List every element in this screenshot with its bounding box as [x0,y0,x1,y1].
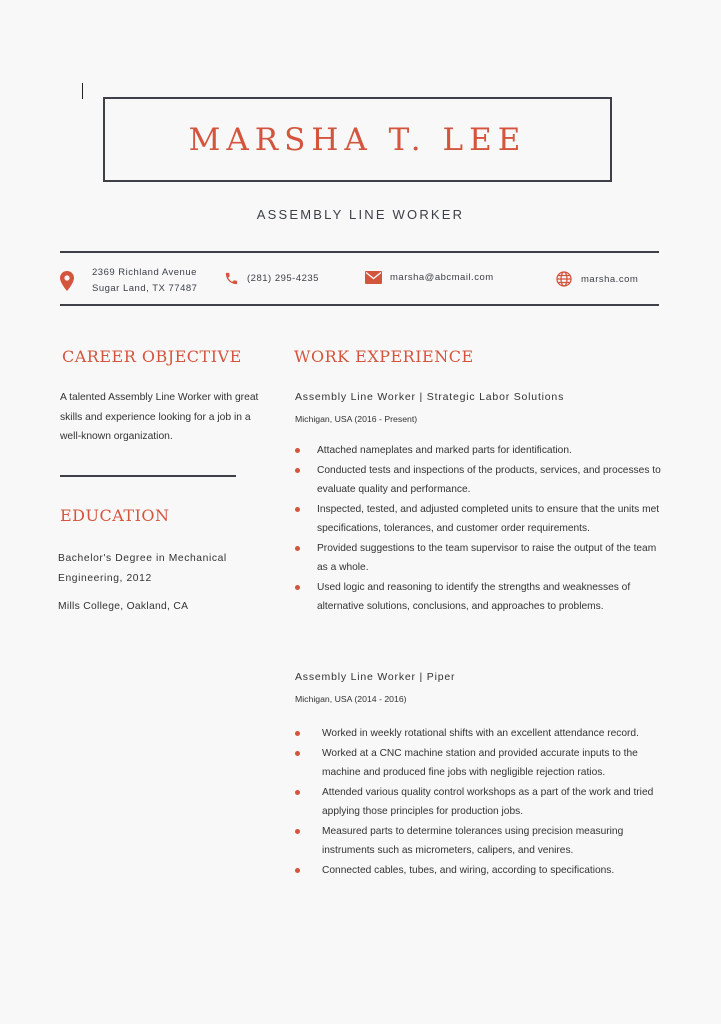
contact-email [365,271,494,284]
list-item: Conducted tests and inspections of the products, services, and processes to evaluate quality and performance. [295,461,667,500]
list-item: Connected cables, tubes, and wiring, according to specifications. [295,861,670,881]
website-link[interactable]: marsha.com [581,273,639,285]
job-1-title: Assembly Line Worker | Strategic Labor Solutions [295,391,565,403]
contact-website [556,271,638,287]
job-1-bullets [295,441,667,617]
list-item: Attended various quality control workshops as a part of the work and tried applying those principles for production jobs. [295,783,670,822]
job-title: ASSEMBLY LINE WORKER [256,207,465,222]
text-cursor [82,83,83,99]
education-school: Mills College, Oakland, CA [58,601,189,612]
phone-number[interactable]: (281) 295-4235 [247,273,319,284]
section-divider [60,475,236,477]
location-pin-icon [60,271,74,291]
job-1-location: Michigan, USA (2016 - Present) [295,414,418,424]
list-item: Attached nameplates and marked parts for identification. [295,441,667,461]
career-objective-heading: CAREER OBJECTIVE [62,347,242,366]
address-line-1: 2369 Richland Avenue [92,267,197,278]
job-2-location: Michigan, USA (2014 - 2016) [295,694,407,704]
divider-bottom [60,304,659,306]
contact-phone [224,271,319,286]
name-box [103,97,612,182]
address-line-2: Sugar Land, TX 77487 [92,283,198,294]
education-heading: EDUCATION [60,506,170,525]
phone-icon [224,271,239,286]
job-2-title: Assembly Line Worker | Piper [295,671,456,683]
education-degree: Bachelor's Degree in Mechanical Engineering, 2012 [58,553,227,584]
envelope-icon [365,271,382,284]
list-item: Used logic and reasoning to identify the strengths and weaknesses of alternative solutions, conclusions, and approaches to problems. [295,578,667,617]
candidate-name: MARSHA T. LEE [188,121,527,158]
list-item: Measured parts to determine tolerances using precision measuring instruments such as micrometers, calipers, and venires. [295,822,670,861]
email-address[interactable]: marsha@abcmail.com [390,272,494,283]
list-item: Provided suggestions to the team supervisor to raise the output of the team as a whole. [295,539,667,578]
divider-top [60,251,659,253]
job-2-bullets [295,724,670,880]
career-objective-text: A talented Assembly Line Worker with great skills and experience looking for a job in a well-known organization. [60,392,259,442]
work-experience-heading: WORK EXPERIENCE [294,347,474,366]
list-item: Inspected, tested, and adjusted completed units to ensure that the units met specifications, tolerances, and customer order requirements. [295,500,667,539]
list-item: Worked at a CNC machine station and provided accurate inputs to the machine and produced fine jobs with negligible rejection ratios. [295,744,670,783]
globe-icon [556,271,572,287]
contact-address [60,265,197,297]
list-item: Worked in weekly rotational shifts with an excellent attendance record. [295,724,670,744]
